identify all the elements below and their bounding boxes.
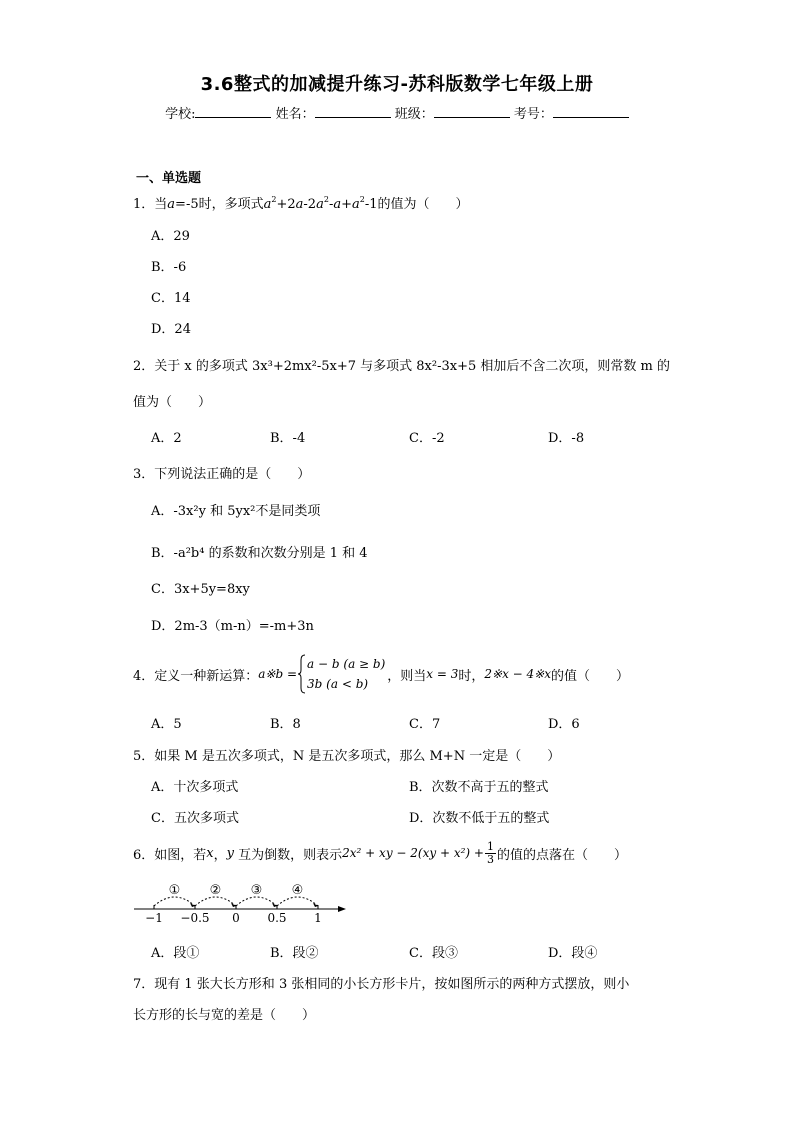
number-line-segment-arc (195, 897, 236, 906)
school-label: 学校: (165, 107, 196, 122)
question-3-stem: 3．下列说法正确的是（ ） (133, 467, 311, 482)
question-2-option-c[interactable]: C．-2 (409, 431, 445, 446)
number-line-segment-label: ② (209, 883, 222, 898)
question-5-option-d[interactable]: D．次数不低于五的整式 (409, 811, 550, 826)
number-line-segment-arc (154, 897, 195, 906)
question-4-option-c[interactable]: C．7 (409, 717, 441, 732)
question-6-option-c[interactable]: C．段③ (409, 946, 458, 961)
number-line-tick-label: 1 (314, 911, 322, 925)
question-5-option-a[interactable]: A．十次多项式 (151, 780, 239, 795)
question-4-stem: 4．定义一种新运算： a※b = a − b (a ≥ b) 3b (a < b) ，则当 x = 3 时， 2※x − 4※x 的值（ ） (133, 652, 629, 696)
question-7-stem-line2: 长方形的长与宽的差是（ ） (133, 1008, 316, 1023)
question-1-stem: 1．当a=-5时，多项式$a^2+2a-2a^2-a+a^2-1$的值为（ ） (133, 195, 469, 212)
question-5-stem: 5．如果 M 是五次多项式，N 是五次多项式，那么 M+N 一定是（ ） (133, 749, 561, 764)
question-1-option-b[interactable]: B．-6 (151, 260, 187, 275)
number-line-tick-label: 0 (232, 911, 240, 925)
question-7-stem-line1: 7．现有 1 张大长方形和 3 张相同的小长方形卡片，按如图所示的两种方式摆放，则小 (133, 977, 630, 992)
question-5-option-c[interactable]: C．五次多项式 (151, 811, 239, 826)
number-line-segment-arc (277, 897, 318, 906)
question-3-option-b[interactable]: B．-a²b⁴ 的系数和次数分别是 1 和 4 (151, 546, 368, 561)
question-4-option-b[interactable]: B．8 (270, 717, 301, 732)
student-info-line (0, 103, 794, 122)
number-label: 考号： (513, 107, 553, 122)
number-line-segment-label: ① (168, 883, 181, 898)
page-title: 3.6整式的加减提升练习-苏科版数学七年级上册 (200, 74, 594, 95)
question-2-option-d[interactable]: D．-8 (548, 431, 585, 446)
question-6-option-a[interactable]: A．段① (151, 946, 200, 961)
piecewise-brace (297, 654, 307, 694)
name-label: 姓名： (275, 107, 315, 122)
number-line-tick-label: 0.5 (267, 911, 287, 925)
class-label: 班级： (394, 107, 434, 122)
question-1-option-a[interactable]: A．29 (151, 229, 190, 244)
question-6-option-b[interactable]: B．段② (270, 946, 319, 961)
question-1-option-d[interactable]: D．24 (151, 322, 191, 337)
number-line-segment-arc (236, 897, 277, 906)
fraction-one-third: $\frac{1}{3}$ (486, 839, 494, 866)
number-line-tick-label: −0.5 (180, 911, 210, 925)
question-5-option-b[interactable]: B．次数不高于五的整式 (409, 780, 549, 795)
question-2-option-a[interactable]: A．2 (151, 431, 182, 446)
question-2-stem-line2: 值为（ ） (133, 395, 212, 410)
question-6-option-d[interactable]: D．段④ (548, 946, 598, 961)
question-6-stem: 6．如图，若 x ， y 互为倒数，则表示 2x² + xy − 2(xy + x²) + $\frac{1}{3}$ 的值的点落在（ ） (133, 839, 627, 866)
school-blank[interactable] (195, 105, 271, 118)
number-line-tick-label: −1 (145, 911, 163, 925)
question-4-option-d[interactable]: D．6 (548, 717, 580, 732)
question-3-option-c[interactable]: C．3x+5y=8xy (151, 582, 250, 597)
number-line-figure (130, 876, 350, 926)
piecewise-case-1: a − b (a ≥ b) (307, 657, 386, 671)
piecewise-case-2: 3b (a < b) (307, 677, 369, 691)
question-2-stem-line1: 2．关于 x 的多项式 3x³+2mx²-5x+7 与多项式 8x²-3x+5 相加后不含二次项，则常数 m 的 (133, 359, 670, 374)
number-line-arrowhead (338, 906, 346, 912)
number-blank[interactable] (553, 105, 629, 118)
question-3-option-d[interactable]: D．2m-3（m-n）=-m+3n (151, 619, 314, 634)
class-blank[interactable] (434, 105, 510, 118)
question-2-option-b[interactable]: B．-4 (270, 431, 306, 446)
question-3-option-a[interactable]: A．-3x²y 和 5yx²不是同类项 (151, 504, 321, 519)
number-line-segment-label: ④ (291, 883, 304, 898)
question-4-option-a[interactable]: A．5 (151, 717, 182, 732)
name-blank[interactable] (315, 105, 391, 118)
section-heading: 一、单选题 (136, 171, 202, 186)
number-line-segment-label: ③ (250, 883, 263, 898)
question-1-option-c[interactable]: C．14 (151, 291, 191, 306)
